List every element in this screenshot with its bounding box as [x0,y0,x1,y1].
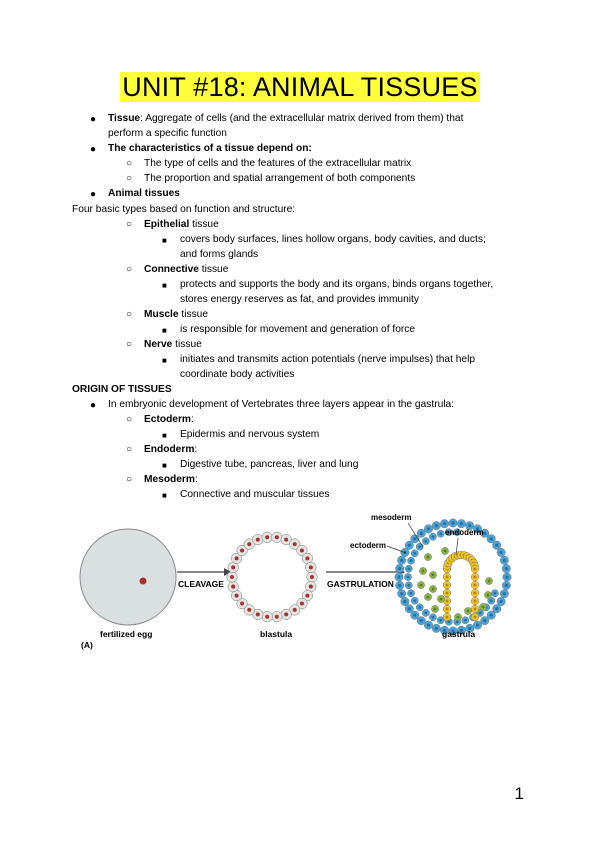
tissue-desc: stores energy reserves as fat, and provides immunity [180,294,419,305]
layer-item-mesoderm [144,472,198,487]
ectoderm-cell-nucleus [495,607,498,610]
ectoderm-cell-nucleus [468,524,471,527]
square-bullet-icon: ■ [162,281,167,290]
panel-label: (A) [81,640,93,650]
endoderm-cell-nucleus [446,584,449,587]
mesoderm-cell-nucleus [440,598,443,601]
ectoderm-cell-nucleus [432,535,435,538]
circle-bullet-icon: ○ [126,414,133,425]
mesoderm-cell-nucleus [427,556,430,559]
circle-bullet-icon: ○ [126,219,133,230]
blastula-cell-nucleus [265,615,269,619]
bullet-icon: ● [90,114,97,125]
mesoderm-cell-nucleus [432,588,435,591]
ectoderm-cell-nucleus [425,540,428,543]
mesoderm-cell-nucleus [487,594,490,597]
mesoderm-label: mesoderm [371,513,412,522]
ectoderm-cell-nucleus [400,592,403,595]
title-container [0,72,600,103]
ectoderm-cell-nucleus [503,559,506,562]
gastrula-label: gastrula [442,629,476,639]
gastrulation-label: GASTRULATION [327,579,394,589]
origin-intro: In embryonic development of Vertebrates three layers appear in the gastrula: [108,399,455,410]
tissue-desc: and forms glands [180,249,259,260]
ectoderm-cell-nucleus [494,592,497,595]
ectoderm-cell-nucleus [410,592,413,595]
page-title: UNIT #18: ANIMAL TISSUES [122,72,478,102]
ectoderm-cell-nucleus [398,584,401,587]
tissue-desc: coordinate body activities [180,369,295,380]
blastula-cell-nucleus [275,535,279,539]
blastula-cell-nucleus [305,594,309,598]
ectoderm-cell-nucleus [407,584,410,587]
page-number: 1 [514,784,524,803]
tissue-suffix: tissue [178,309,208,320]
layer-name: Endoderm [144,444,195,455]
blastula-cell-nucleus [310,575,314,579]
tissue-def-line-2: perform a specific function [108,128,227,139]
tissue-desc: initiates and transmits action potentials (nerve impulses) that help [180,354,476,365]
endoderm-cell-nucleus [474,600,477,603]
blastula-cell-nucleus [256,612,260,616]
animal-tissues-heading: Animal tissues [108,188,180,199]
layer-desc: Connective and muscular tissues [180,489,330,500]
tissue-item-nerve [144,337,202,352]
square-bullet-icon: ■ [162,356,167,365]
four-types-text: Four basic types based on function and structure: [72,204,296,215]
blastula-cell-nucleus [275,615,279,619]
tissue-desc: is responsible for movement and generation of force [180,324,416,335]
ectoderm-cell-nucleus [413,599,416,602]
endoderm-cell-nucleus [474,608,477,611]
blastula-cell-nucleus [247,608,251,612]
circle-bullet-icon: ○ [126,158,133,169]
mesoderm-cell-nucleus [482,606,485,609]
ectoderm-cell-nucleus [495,544,498,547]
ectoderm-cell-nucleus [407,576,410,579]
ectoderm-cell-nucleus [505,575,508,578]
blastula-cell-nucleus [240,548,244,552]
tissue-definition [108,111,463,126]
ectoderm-cell-nucleus [408,544,411,547]
ectoderm-cell-nucleus [413,614,416,617]
tissue-suffix: tissue [198,264,229,275]
ectoderm-cell-nucleus [490,614,493,617]
blastula-cell-nucleus [265,535,269,539]
bullet-icon: ● [90,189,97,200]
square-bullet-icon: ■ [162,326,167,335]
blastula-cell-nucleus [309,565,313,569]
blastula-cell-nucleus [300,602,304,606]
endoderm-cell-nucleus [474,576,477,579]
mesoderm-cell-nucleus [444,550,447,553]
ectoderm-cell-nucleus [435,627,438,630]
blastula-cell-nucleus [230,575,234,579]
characteristic-2: The proportion and spatial arrangement of both components [144,173,416,184]
ectoderm-cell-nucleus [427,624,430,627]
ectoderm-cell-nucleus [420,619,423,622]
ectoderm-cell-nucleus [418,545,421,548]
ectoderm-cell-nucleus [500,600,503,603]
tissue-name: Muscle [144,309,179,320]
ectoderm-cell-nucleus [451,521,454,524]
square-bullet-icon: ■ [162,461,167,470]
blastula-cell-nucleus [293,542,297,546]
ectoderm-cell-nucleus [483,619,486,622]
ectoderm-cell-nucleus [432,616,435,619]
ectoderm-cell-nucleus [403,600,406,603]
blastula-cell-nucleus [284,538,288,542]
tissue-desc: protects and supports the body and its organs, binds organs together, [180,279,494,290]
ectoderm-cell-nucleus [407,567,410,570]
egg-label: fertilized egg [100,629,153,639]
blastula-cell-nucleus [284,612,288,616]
ectoderm-cell-nucleus [427,527,430,530]
layer-name: Ectoderm [144,414,191,425]
endoderm-cell-nucleus [474,592,477,595]
blastula-cell-nucleus [293,608,297,612]
blastula-cell-nucleus [309,585,313,589]
mesoderm-cell-nucleus [457,616,460,619]
blastula-cell-nucleus [240,602,244,606]
square-bullet-icon: ■ [162,236,167,245]
blastula-cell-nucleus [305,556,309,560]
layer-name: Mesoderm [144,474,195,485]
ectoderm-cell-nucleus [500,551,503,554]
fertilized-egg-shape [80,529,176,625]
ectoderm-cell-nucleus [505,567,508,570]
tissue-def-text: : Aggregate of cells (and the extracellular matrix derived from them) that [140,113,464,124]
ectoderm-cell-nucleus [413,537,416,540]
ectoderm-cell-nucleus [464,619,467,622]
characteristics-heading: The characteristics of a tissue depend on: [108,143,312,154]
ectoderm-cell-nucleus [418,606,421,609]
circle-bullet-icon: ○ [126,474,133,485]
ectoderm-cell-nucleus [443,522,446,525]
tissue-suffix: tissue [172,339,202,350]
cleavage-label: CLEAVAGE [178,579,224,589]
ectoderm-cell-nucleus [456,620,459,623]
ectoderm-cell-nucleus [479,612,482,615]
circle-bullet-icon: ○ [126,264,133,275]
circle-bullet-icon: ○ [126,173,133,184]
ectoderm-cell-nucleus [420,532,423,535]
blastula-label: blastula [260,629,293,639]
mesoderm-cell-nucleus [488,580,491,583]
ectoderm-cell-nucleus [408,607,411,610]
layer-suffix: : [194,474,198,485]
layer-item-ectoderm [144,412,194,427]
ectoderm-cell-nucleus [398,567,401,570]
endoderm-cell-nucleus [446,600,449,603]
endoderm-cell-nucleus [446,576,449,579]
circle-bullet-icon: ○ [126,339,133,350]
tissue-item-connective [144,262,228,277]
blastula-cell-nucleus [300,548,304,552]
ectoderm-cell-nucleus [425,612,428,615]
layer-suffix: : [194,444,198,455]
layer-desc: Epidermis and nervous system [180,429,320,440]
blastula-cell-nucleus [235,556,239,560]
endoderm-cell-nucleus [446,608,449,611]
layer-desc: Digestive tube, pancreas, liver and lung [180,459,359,470]
ectoderm-cell-nucleus [397,575,400,578]
tissue-term: Tissue [108,113,141,124]
egg-nucleus [140,578,147,585]
tissue-name: Epithelial [144,219,190,230]
tissue-desc: covers body surfaces, lines hollow organs, body cavities, and ducts; [180,234,486,245]
mesoderm-cell-nucleus [467,610,470,613]
endoderm-cell-nucleus [446,616,449,619]
circle-bullet-icon: ○ [126,444,133,455]
ectoderm-cell-nucleus [439,619,442,622]
blastula-ring [227,532,318,622]
tissue-item-epithelial [144,217,219,232]
endoderm-cell-nucleus [446,592,449,595]
square-bullet-icon: ■ [162,491,167,500]
endoderm-label: endoderm [445,528,484,537]
mesoderm-cell-nucleus [420,584,423,587]
bullet-icon: ● [90,400,97,411]
mesoderm-cell-nucleus [422,570,425,573]
mesoderm-cell-nucleus [432,574,435,577]
ectoderm-cell-nucleus [410,559,413,562]
ectoderm-cell-nucleus [476,624,479,627]
endoderm-cell-nucleus [474,616,477,619]
blastula-cell-nucleus [256,538,260,542]
origin-heading: ORIGIN OF TISSUES [72,384,172,395]
ectoderm-cell-nucleus [490,537,493,540]
endoderm-cell-nucleus [474,584,477,587]
endoderm-cell-nucleus [474,568,477,571]
layer-suffix: : [191,414,194,425]
embryo-development-figure [78,505,528,655]
square-bullet-icon: ■ [162,431,167,440]
ectoderm-cell-nucleus [490,599,493,602]
bullet-icon: ● [90,144,97,155]
ectoderm-cell-nucleus [503,592,506,595]
blastula-cell-nucleus [231,565,235,569]
ectoderm-cell-nucleus [435,524,438,527]
ectoderm-cell-nucleus [439,532,442,535]
mesoderm-cell-nucleus [427,596,430,599]
ectoderm-cell-nucleus [400,559,403,562]
characteristic-1: The type of cells and the features of the extracellular matrix [144,158,412,169]
ectoderm-cell-nucleus [505,584,508,587]
layer-item-endoderm [144,442,197,457]
ectoderm-cell-nucleus [460,522,463,525]
tissue-name: Nerve [144,339,173,350]
mesoderm-cell-nucleus [434,608,437,611]
ectoderm-cell-nucleus [413,552,416,555]
tissue-item-muscle [144,307,208,322]
blastula-cell-nucleus [235,594,239,598]
ectoderm-label: ectoderm [350,541,387,550]
blastula-cell-nucleus [231,585,235,589]
tissue-suffix: tissue [189,219,219,230]
tissue-name: Connective [144,264,199,275]
blastula-cell-nucleus [247,542,251,546]
circle-bullet-icon: ○ [126,309,133,320]
